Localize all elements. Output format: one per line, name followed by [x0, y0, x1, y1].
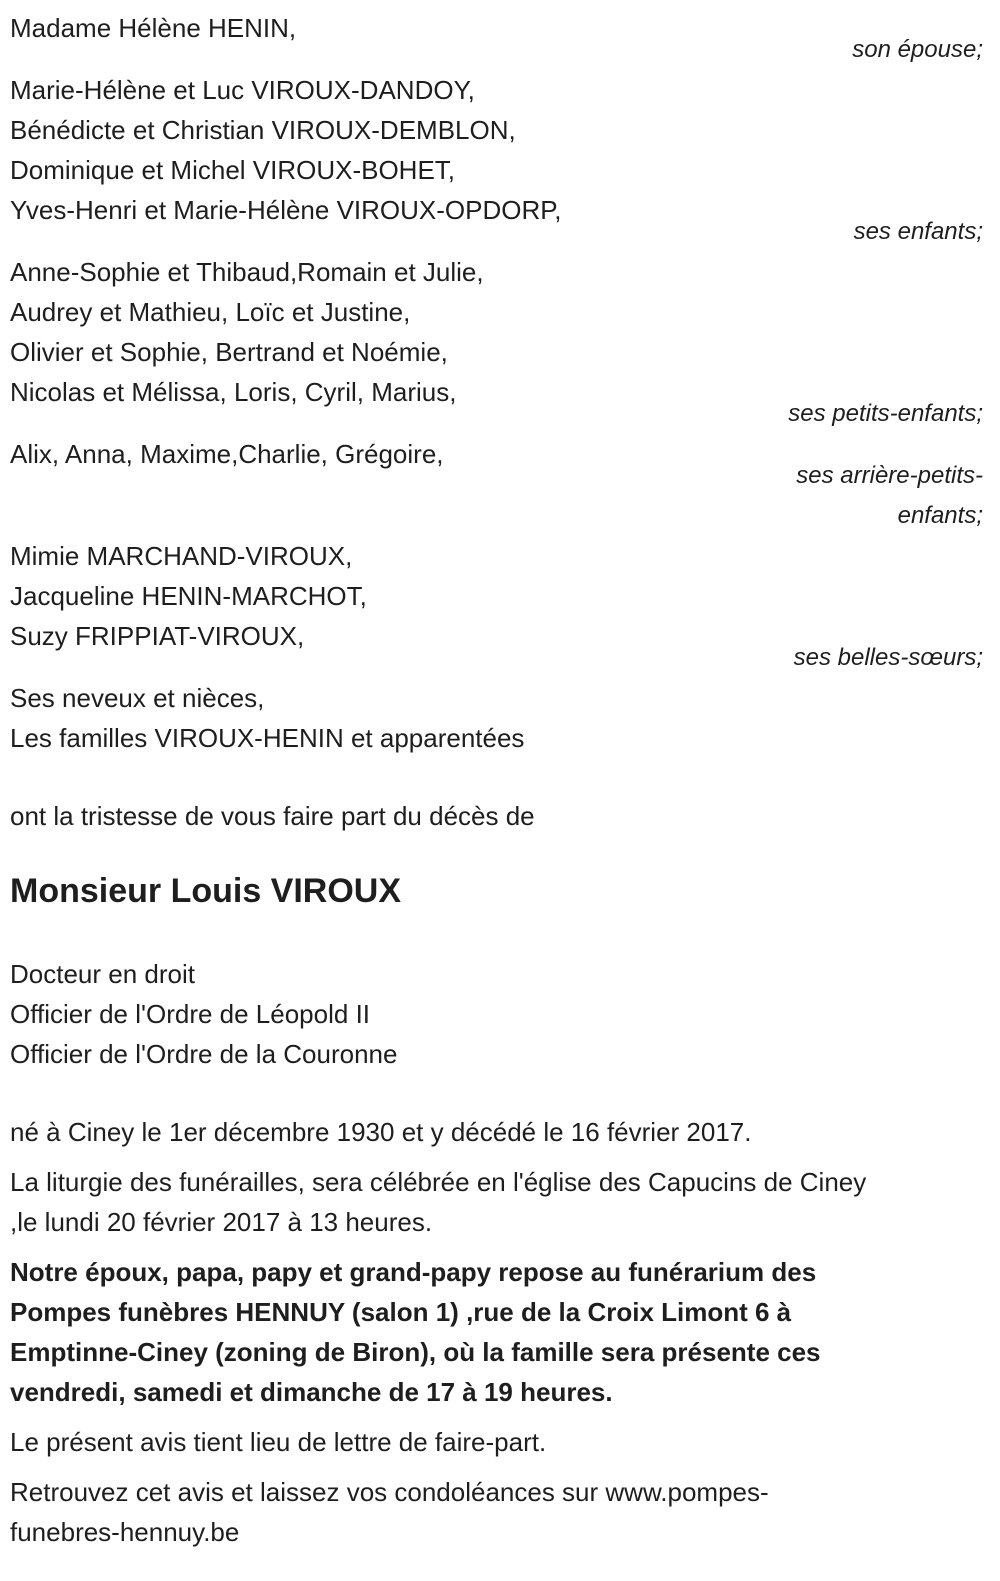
- deceased-name: Monsieur Louis VIROUX: [10, 872, 402, 910]
- family-line: Bénédicte et Christian VIROUX-DEMBLON,: [10, 115, 516, 145]
- liturgy-line: La liturgie des funérailles, sera célébrée en l'église des Capucins de Ciney: [10, 1167, 867, 1197]
- family-line: Yves-Henri et Marie-Hélène VIROUX-OPDORP,: [10, 195, 562, 225]
- visitation-line: Notre époux, papa, papy et grand-papy repose au funérarium des: [10, 1257, 817, 1287]
- visitation-line: Pompes funèbres HENNUY (salon 1) ,rue de la Croix Limont 6 à: [10, 1297, 792, 1327]
- group-others: [10, 678, 983, 758]
- family-line: Alix, Anna, Maxime,Charlie, Grégoire,: [10, 439, 444, 469]
- relation-label: ses enfants;: [853, 218, 983, 245]
- family-line: Anne-Sophie et Thibaud,Romain et Julie,: [10, 257, 484, 287]
- relation-label: son épouse;: [852, 36, 983, 63]
- liturgy: [10, 1162, 983, 1242]
- family-line: Mimie MARCHAND-VIROUX,: [10, 541, 353, 571]
- title-line: Officier de l'Ordre de Léopold II: [10, 999, 371, 1029]
- group-spouse: [10, 8, 983, 70]
- family-line: Les familles VIROUX-HENIN et apparentées: [10, 723, 525, 753]
- family-line: Marie-Hélène et Luc VIROUX-DANDOY,: [10, 75, 475, 105]
- title-line: Docteur en droit: [10, 959, 195, 989]
- family-line: Audrey et Mathieu, Loïc et Justine,: [10, 297, 411, 327]
- family-line: Suzy FRIPPIAT-VIROUX,: [10, 621, 305, 651]
- liturgy-line: ,le lundi 20 février 2017 à 13 heures.: [10, 1207, 433, 1237]
- group-grandchildren: [10, 252, 983, 434]
- family-line: Jacqueline HENIN-MARCHOT,: [10, 581, 367, 611]
- visitation: [10, 1252, 983, 1412]
- family-line: Nicolas et Mélissa, Loris, Cyril, Marius,: [10, 377, 457, 407]
- family-line: Dominique et Michel VIROUX-BOHET,: [10, 155, 456, 185]
- relation-label: ses petits-enfants;: [788, 400, 983, 427]
- group-sisters-in-law: [10, 536, 983, 678]
- announcement: ont la tristesse de vous faire part du décès de: [10, 801, 535, 831]
- notice: Le présent avis tient lieu de lettre de faire-part.: [10, 1427, 547, 1457]
- condolences-line: Retrouvez cet avis et laissez vos condoléances sur www.pompes-: [10, 1477, 769, 1507]
- condolences-link[interactable]: funebres-hennuy.be: [10, 1517, 240, 1547]
- birth-death: né à Ciney le 1er décembre 1930 et y décédé le 16 février 2017.: [10, 1117, 752, 1147]
- group-children: [10, 70, 983, 252]
- visitation-line: vendredi, samedi et dimanche de 17 à 19 heures.: [10, 1377, 613, 1407]
- family-line: Madame Hélène HENIN,: [10, 13, 297, 43]
- visitation-line: Emptinne-Ciney (zoning de Biron), où la famille sera présente ces: [10, 1337, 821, 1367]
- relation-label: ses arrière-petits-: [796, 462, 983, 489]
- relation-label: enfants;: [897, 502, 983, 529]
- family-line: Olivier et Sophie, Bertrand et Noémie,: [10, 337, 448, 367]
- honorific-titles: [10, 954, 983, 1074]
- family-line: Ses neveux et nièces,: [10, 683, 265, 713]
- group-great-grandchildren: [10, 434, 983, 536]
- relation-label: ses belles-sœurs;: [793, 644, 983, 671]
- condolences: [10, 1472, 983, 1552]
- title-line: Officier de l'Ordre de la Couronne: [10, 1039, 398, 1069]
